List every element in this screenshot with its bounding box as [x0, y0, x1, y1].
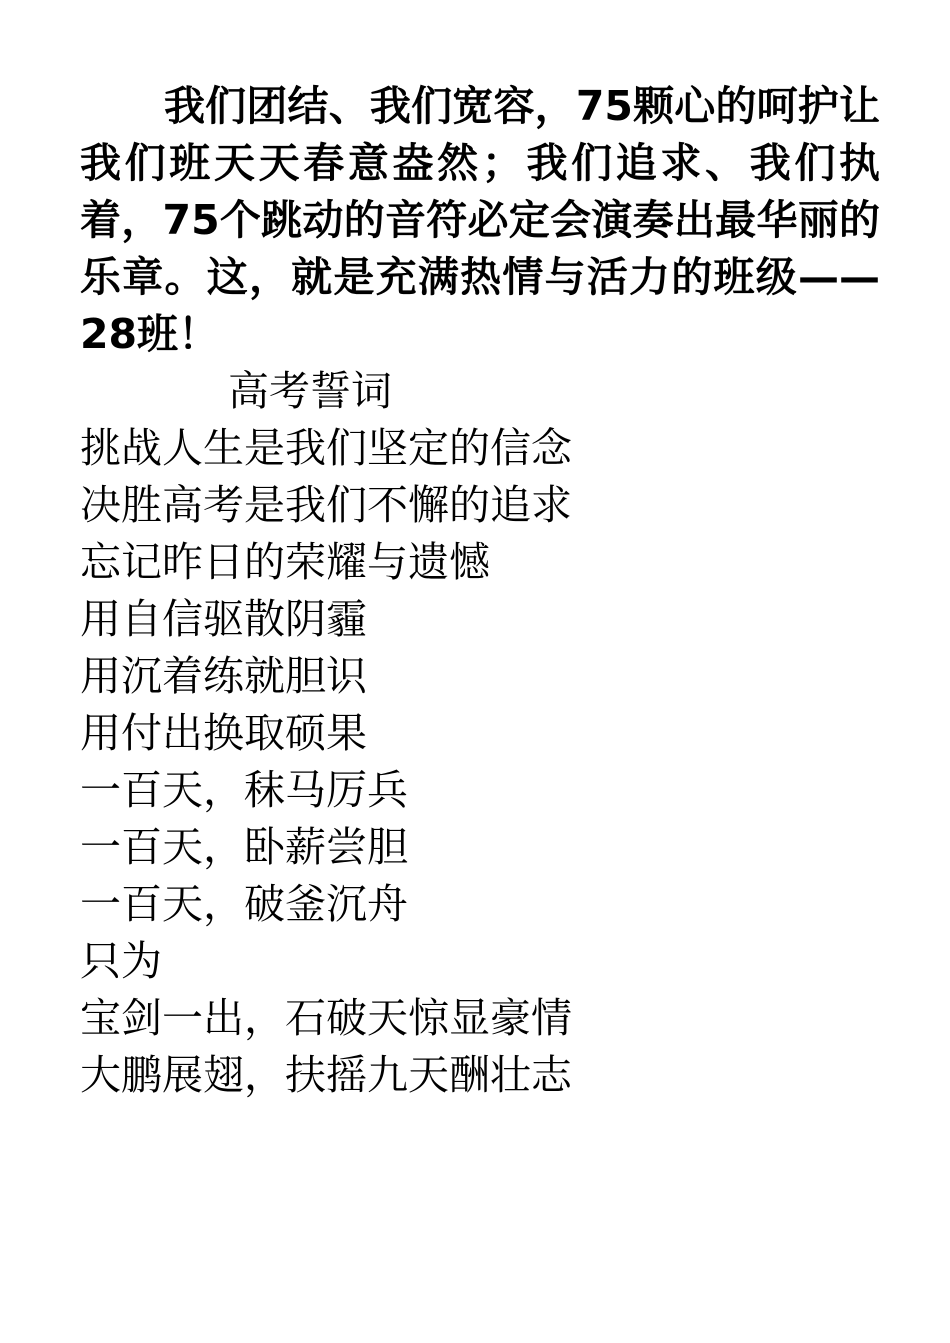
oath-line: 用付出换取硕果 [80, 709, 367, 757]
oath-line: 忘记昨日的荣耀与遗憾 [80, 538, 490, 586]
oath-line: 一百天，破釜沉舟 [80, 880, 408, 928]
oath-title: 高考誓词 [228, 367, 392, 415]
oath-line: 挑战人生是我们坚定的信念 [80, 424, 572, 472]
intro-paragraph: 我们团结、我们宽容，75颗心的呵护让我们班天天春意盎然；我们追求、我们执着，75个跳动的音符必定会演奏出最华丽的乐章。这，就是充满热情与活力的班级——28班！ [80, 82, 880, 358]
oath-line: 用自信驱散阴霾 [80, 595, 367, 643]
document-body [80, 78, 880, 1104]
oath-line: 大鹏展翅，扶摇九天酬壮志 [80, 1051, 572, 1099]
oath-line: 一百天，卧薪尝胆 [80, 823, 408, 871]
oath-line: 一百天，秣马厉兵 [80, 766, 408, 814]
oath-line: 宝剑一出，石破天惊显豪情 [80, 994, 572, 1042]
oath-lines [80, 420, 880, 1104]
oath-line: 用沉着练就胆识 [80, 652, 367, 700]
oath-line: 决胜高考是我们不懈的追求 [80, 481, 572, 529]
oath-line: 只为 [80, 937, 162, 985]
